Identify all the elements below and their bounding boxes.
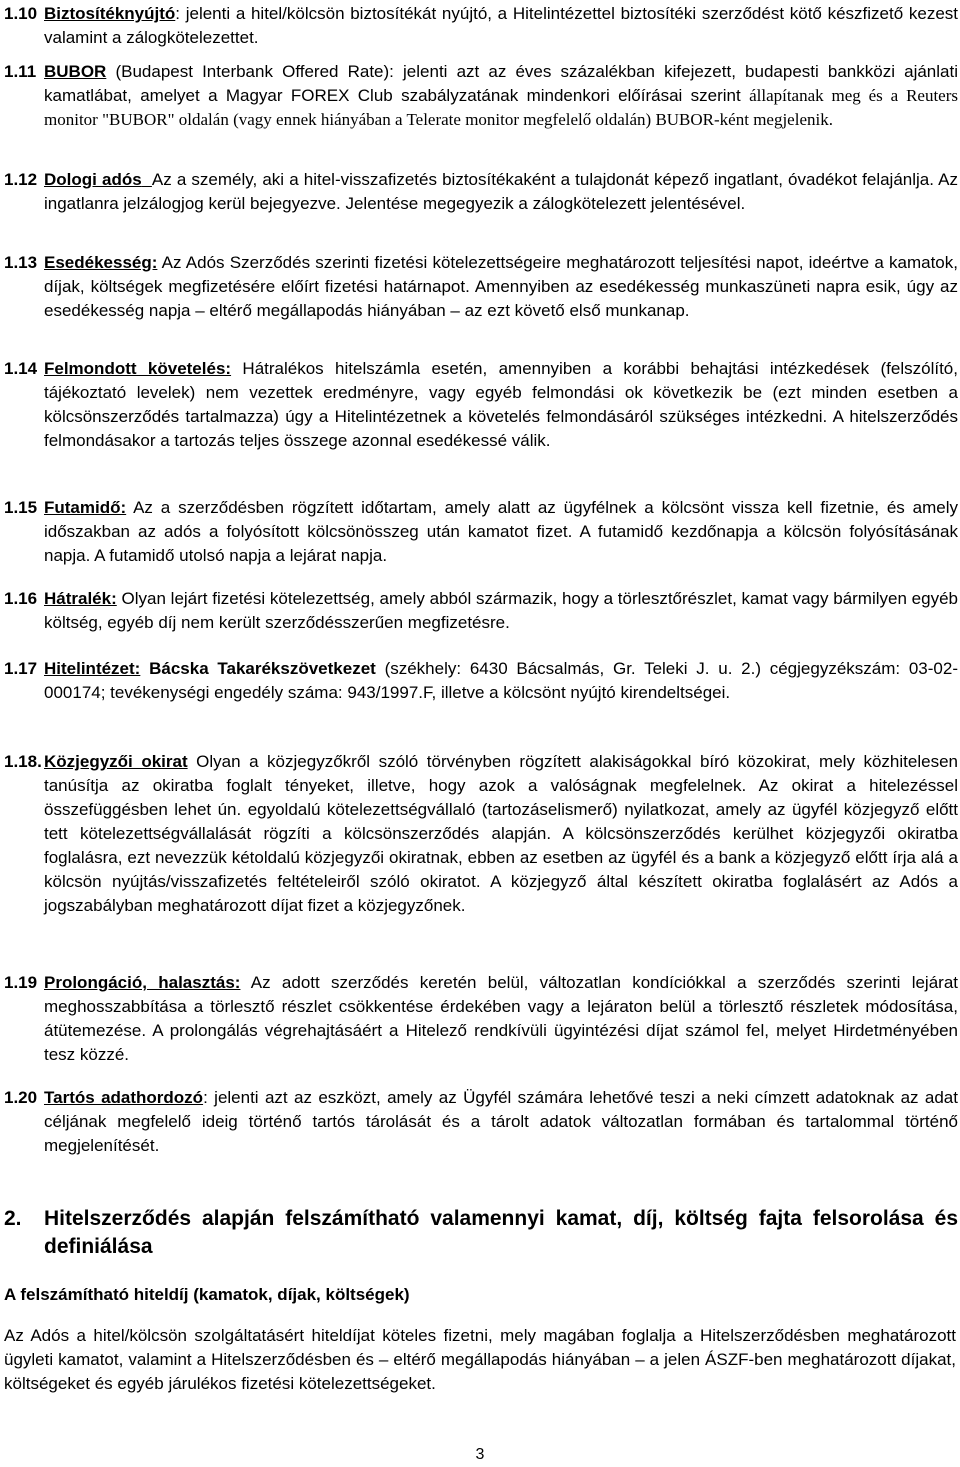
page-number: 3 — [475, 1446, 485, 1463]
definition-item — [0, 1086, 958, 1158]
subheading: A felszámítható hiteldíj (kamatok, díjak, költségek) — [4, 1285, 410, 1304]
item-term: BUBOR — [44, 62, 107, 81]
item-text: (Budapest Interbank Offered Rate): jelenti azt az éves százalékban kifejezett, budapesti bankközi ajánlati kamatlábat, amelyet a Magyar FOREX Club szabályzatának mindenkori előírásai szerint — [44, 62, 958, 105]
section-number: 2. — [4, 1207, 22, 1230]
item-text: Hátralékos hitelszámla esetén, amennyiben a korábbi behajtási intézkedések (felszólító, tájékoztató levelek) nem vezettek eredményre, vagy egyéb felmondási ok következik be (ezt minden esetben a kölcsönszerződés tartalmazza) úgy a Hitelintézetnek a követelés felmondásáról szükséges intézkedni. A hitelszerződés felmondásakor a tartozás teljes összege azonnal esedékessé válik. — [44, 359, 958, 450]
definition-item — [0, 168, 958, 216]
item-term: Esedékesség: — [44, 253, 158, 272]
item-text: Az a személy, aki a hitel-visszafizetés biztosítékaként a tulajdonát képező ingatlant, óvadékot felajánlja. Az ingatlanra jelzálogjog kerül bejegyezve. Jelentése megegyezik a zálogkötelezett jelentésével. — [44, 170, 958, 213]
item-term: Felmondott követelés: — [44, 359, 232, 378]
item-text: Az Adós Szerződés szerinti fizetési kötelezettségeire meghatározott teljesítési napot, ideértve a kamatok, díjak, költségek megfizetésére előírt fizetési határnapot. Amennyiben az esedékesség munkaszüneti napra esik, úgy az esedékesség napja – eltérő megállapodás hiányában – az ezt követő első munkanap. — [44, 253, 958, 320]
definition-item — [0, 496, 958, 568]
definition-item — [0, 657, 958, 705]
item-text: Az adott szerződés keretén belül, változatlan kondíciókkal a szerződés szerinti lejárat meghosszabbítása a törlesztő részlet csökkentése érdekében vagy a lejáraton belül a törlesztő részletek módosítása, átütemezése. A prolongálás végrehajtásáért a Hitelező rendkívüli ügyintézési díjat számol fel, melyet Hirdetményében tesz közzé. — [44, 973, 958, 1064]
item-text: Olyan lejárt fizetési kötelezettség, amely abból származik, hogy a törlesztőrészlet, kamat vagy bármilyen egyéb költség, egyéb díj nem került szerződésszerűen megfizetésre. — [44, 589, 958, 632]
definition-item — [0, 357, 958, 453]
item-term: Tartós adathordozó — [44, 1088, 204, 1107]
item-term: Hitelintézet: — [44, 659, 141, 678]
item-text-continued: (székhely: 6430 Bácsalmás, Gr. Teleki J. u. 2.) cégjegyzékszám: 03-02-000174; tevékenységi engedély száma: 943/1997.F, illetve a kölcsönt nyújtó kirendeltségei. — [44, 659, 958, 702]
item-number: 1.18. — [4, 752, 42, 771]
item-text — [140, 659, 149, 678]
item-term: Hátralék: — [44, 589, 117, 608]
item-number: 1.16 — [4, 589, 38, 608]
item-number: 1.17 — [4, 659, 38, 678]
item-text: jelenti a hitel/kölcsön biztosítékát nyújtó, a Hitelintézettel biztosítéki szerződést kötő készfizető kezest valamint a zálogkötelezettet. — [44, 4, 958, 47]
item-term: Biztosítéknyújtó — [44, 4, 176, 23]
item-text: Olyan a közjegyzőkről szóló törvényben rögzített alakiságokkal bíró közokirat, mely közhitelesen tanúsítja az okiratba foglalt tényeket, illetve, hogy azok a valóságnak megfelelnek. Az okirat a hitelezéssel összefüggésben lehet ún. egyoldalú kötelezettségvállaló (tartozáselismerő) nyilatkozat, amely az ügyfél közjegyző előtt tett kötelezettségvállalását rögzíti a kölcsönszerződés alapján. A kölcsönszerződés kerülhet közjegyzői okiratba foglalásra, ezt nevezzük kétoldalú közjegyzői okiratnak, ebben az esetben az ügyfél és a bank a közjegyző előtt írja alá a kölcsön nyújtás/visszafizetés feltételeiről szóló okiratot. A közjegyző által készített okiratba foglalásért az Adós a jogszabályban meghatározott díjat fizet a közjegyzőnek. — [44, 752, 958, 915]
item-term: Dologi adós — [44, 170, 142, 189]
item-number: 1.12 — [4, 170, 38, 189]
definition-item — [0, 587, 958, 635]
item-number: 1.20 — [4, 1088, 38, 1107]
item-bold-text: Bácska Takarékszövetkezet — [149, 659, 376, 678]
item-separator: : — [175, 4, 181, 23]
section-title: Hitelszerződés alapján felszámítható valamennyi kamat, díj, költség fajta felsorolása és definiálása — [44, 1207, 958, 1258]
definition-item — [0, 251, 958, 323]
item-text: Az a szerződésben rögzített időtartam, amely alatt az ügyfélnek a kölcsönt vissza kell fizetnie, és amely időszakban az adós a folyósított kölcsönösszeg után kamatot fizet. A futamidő kezdőnapja a kölcsön folyósításának napja. A futamidő utolsó napja a lejárat napja. — [44, 498, 958, 565]
definition-item — [0, 2, 958, 50]
definition-item — [0, 750, 958, 918]
item-term: Közjegyzői okirat — [44, 752, 188, 771]
item-term: Futamidő: — [44, 498, 127, 517]
definition-item — [0, 971, 958, 1067]
item-number: 1.15 — [4, 498, 38, 517]
item-number: 1.13 — [4, 253, 38, 272]
item-text-serif: állapítanak meg és a Reuters monitor "BUBOR" oldalán (vagy ennek hiányában a Telerate monitor megfelelő oldalán) BUBOR-ként megjelenik. — [44, 86, 958, 129]
section-heading — [0, 1205, 958, 1261]
item-separator: : — [203, 1088, 208, 1107]
item-number: 1.19 — [4, 973, 38, 992]
item-number: 1.10 — [4, 4, 38, 23]
item-term: Prolongáció, halasztás: — [44, 973, 241, 992]
item-number: 1.14 — [4, 359, 38, 378]
item-text: jelenti azt az eszközt, amely az Ügyfél számára lehetővé teszi a neki címzett adatoknak az adat céljának megfelelő ideig történő tartós tárolását és a tárolt adatok változatlan formában és tartalommal történő megjelenítését. — [44, 1088, 958, 1155]
definition-item — [0, 60, 958, 132]
item-number: 1.11 — [4, 62, 37, 81]
body-paragraph: Az Adós a hitel/kölcsön szolgáltatásért hiteldíjat köteles fizetni, mely magában foglalja a Hitelszerződésben meghatározott ügyleti kamatot, valamint a Hitelszerződésben és – eltérő megállapodás hiányában – a jelen ÁSZF-ben meghatározott díjakat, költségeket és egyéb járulékos fizetési kötelezettségeket. — [4, 1326, 956, 1393]
